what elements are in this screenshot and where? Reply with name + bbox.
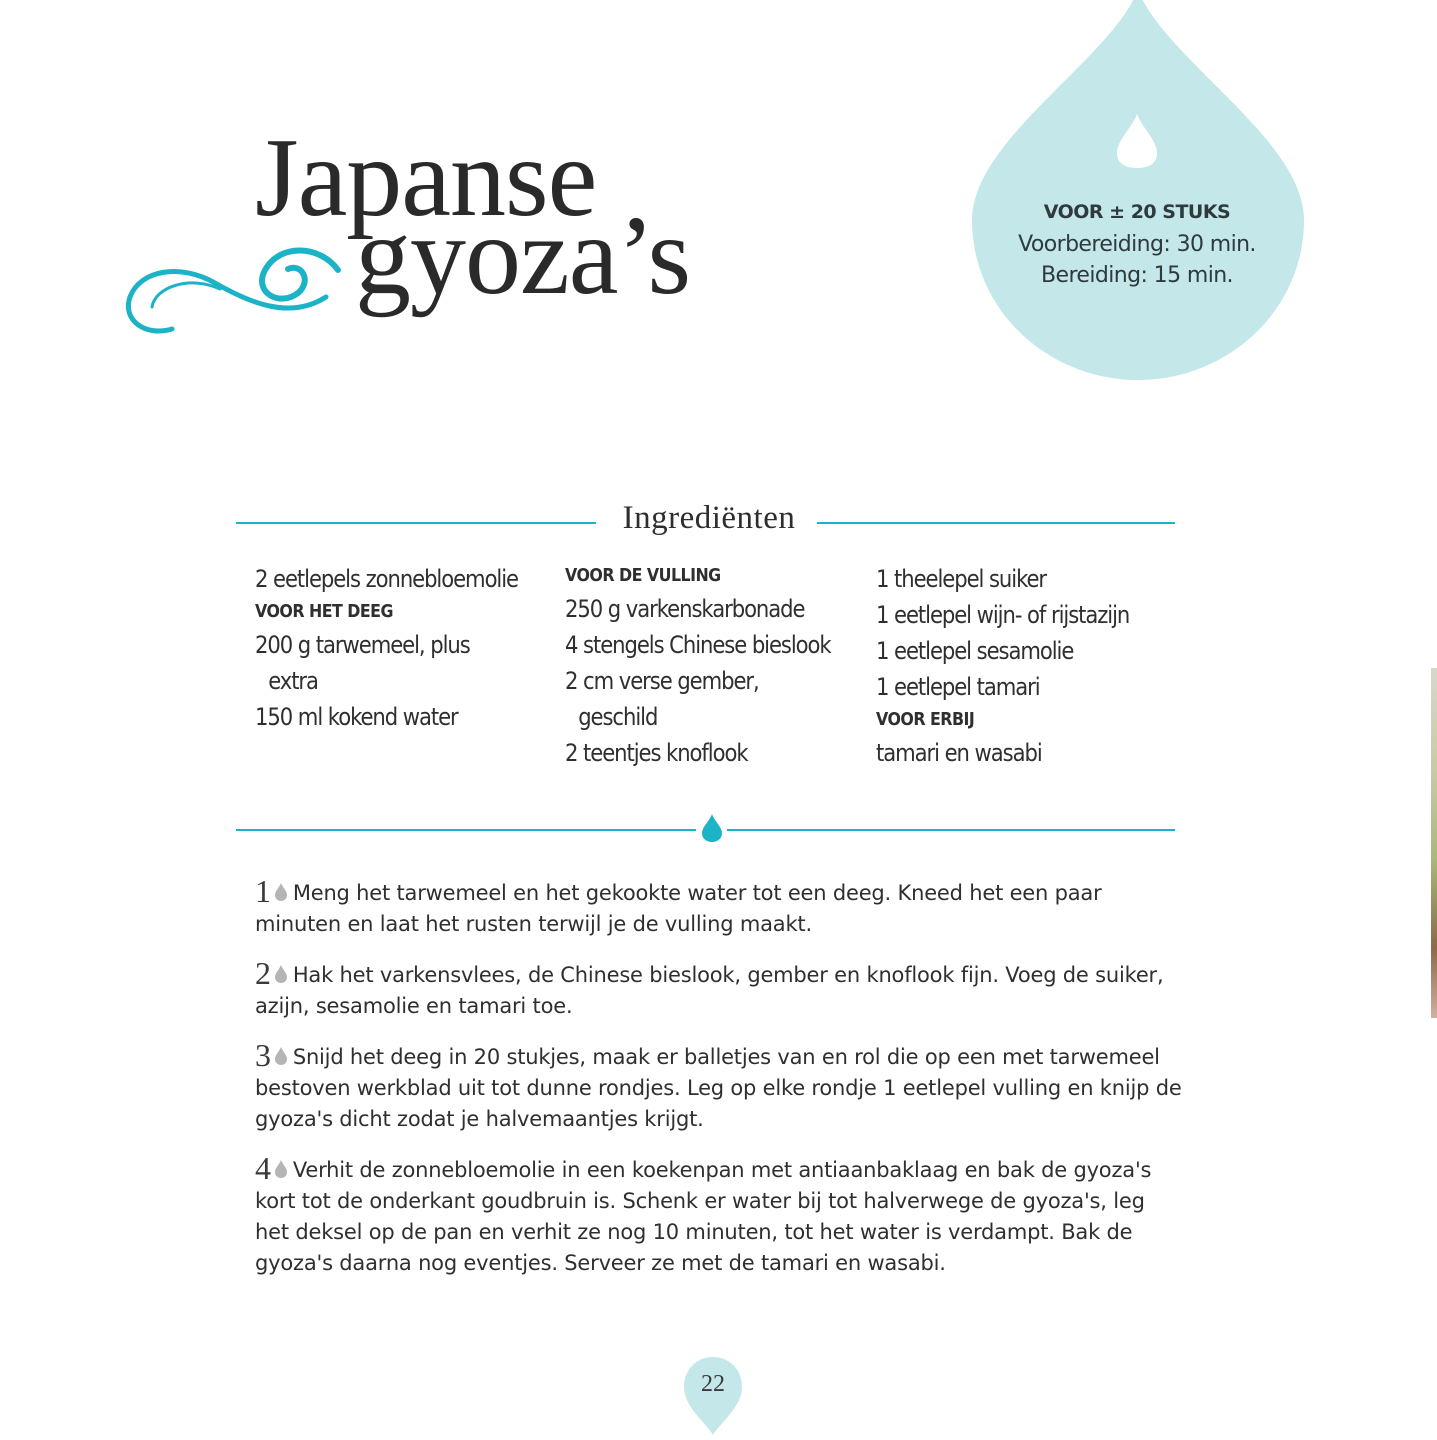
ingredient-item: 250 g varkenskarbonade bbox=[565, 595, 805, 623]
ingredient-item bbox=[255, 627, 510, 699]
ingredient-line-continued: geschild bbox=[578, 703, 658, 731]
ingredient-line-continued: extra bbox=[268, 667, 318, 695]
ingredients-heading: Ingrediënten bbox=[622, 500, 796, 536]
step-number: 3 bbox=[255, 1037, 271, 1073]
step-number: 2 bbox=[255, 955, 271, 991]
ingredient-line: 200 g tarwemeel, plus bbox=[255, 631, 470, 659]
method-steps bbox=[255, 873, 1185, 1297]
step-number: 4 bbox=[255, 1150, 271, 1186]
water-drop-icon bbox=[274, 1160, 288, 1178]
heading-rule-left bbox=[236, 522, 596, 524]
ingredient-item: 1 eetlepel sesamolie bbox=[876, 637, 1074, 665]
title-line-2: gyoza’s bbox=[355, 194, 691, 318]
step bbox=[255, 873, 1185, 940]
ingredients-column-1 bbox=[255, 561, 545, 735]
step-text: Snijd het deeg in 20 stukjes, maak er balletjes van en rol die op een met tarwemeel bestoven werkblad uit tot dunne rondjes. Leg op elke rondje 1 eetlepel vulling en knijp de gyoza's dicht zodat je halvemaantjes krijgt. bbox=[255, 1045, 1182, 1131]
ingredient-item: 1 theelepel suiker bbox=[876, 565, 1047, 593]
water-drop-icon bbox=[700, 813, 724, 843]
ingredient-item: 1 eetlepel tamari bbox=[876, 673, 1040, 701]
ingredient-item: 2 eetlepels zonnebloemolie bbox=[255, 565, 518, 593]
servings: VOOR ± 20 STUKS bbox=[1043, 201, 1231, 223]
water-drop-icon bbox=[274, 965, 288, 983]
ingredient-item: tamari en wasabi bbox=[876, 739, 1042, 767]
step bbox=[255, 1150, 1185, 1279]
step-text: Verhit de zonnebloemolie in een koekenpan met antiaanbaklaag en bak de gyoza's kort tot de onderkant goudbruin is. Schenk er water bij tot halverwege de gyoza's, leg het deksel op de pan en verhit ze nog 10 minuten, tot het water is verdampt. Bak de gyoza's daarna nog eventjes. Serveer ze met de tamari en wasabi. bbox=[255, 1158, 1152, 1275]
ingredient-line: 2 cm verse gember, bbox=[565, 667, 759, 695]
step bbox=[255, 1037, 1185, 1135]
swirl-ornament-icon bbox=[120, 225, 360, 345]
cook-time: Bereiding: 15 min. bbox=[1041, 263, 1233, 288]
ingredient-subheading: VOOR HET DEEG bbox=[255, 601, 393, 622]
info-drop-shape bbox=[960, 0, 1320, 390]
divider-rule-right bbox=[727, 829, 1175, 831]
step-text: Meng het tarwemeel en het gekookte water tot een deeg. Kneed het een paar minuten en laat het rusten terwijl je de vulling maakt. bbox=[255, 881, 1102, 936]
ingredient-item: 2 teentjes knoflook bbox=[565, 739, 748, 767]
divider-rule-left bbox=[236, 829, 696, 831]
step bbox=[255, 955, 1185, 1022]
ingredient-subheading: VOOR DE VULLING bbox=[565, 565, 721, 586]
ingredient-item: 1 eetlepel wijn- of rijstazijn bbox=[876, 601, 1130, 629]
ingredient-item: 4 stengels Chinese bieslook bbox=[565, 631, 831, 659]
ingredient-subheading: VOOR ERBIJ bbox=[876, 709, 975, 730]
water-drop-icon bbox=[274, 883, 288, 901]
step-text: Hak het varkensvlees, de Chinese bieslook, gember en knoflook fijn. Voeg de suiker, azijn, sesamolie en tamari toe. bbox=[255, 963, 1164, 1018]
step-number: 1 bbox=[255, 873, 271, 909]
prep-time: Voorbereiding: 30 min. bbox=[1018, 232, 1256, 257]
heading-rule-right bbox=[817, 522, 1175, 524]
ingredients-column-2 bbox=[565, 561, 865, 771]
page-edge-strip bbox=[1431, 668, 1437, 1018]
page-number: 22 bbox=[701, 1371, 725, 1397]
water-drop-icon bbox=[274, 1047, 288, 1065]
ingredients-column-3 bbox=[876, 561, 1176, 771]
title-line-1: Japanse bbox=[255, 116, 597, 240]
ingredient-item bbox=[565, 663, 829, 735]
ingredient-item: 150 ml kokend water bbox=[255, 703, 458, 731]
